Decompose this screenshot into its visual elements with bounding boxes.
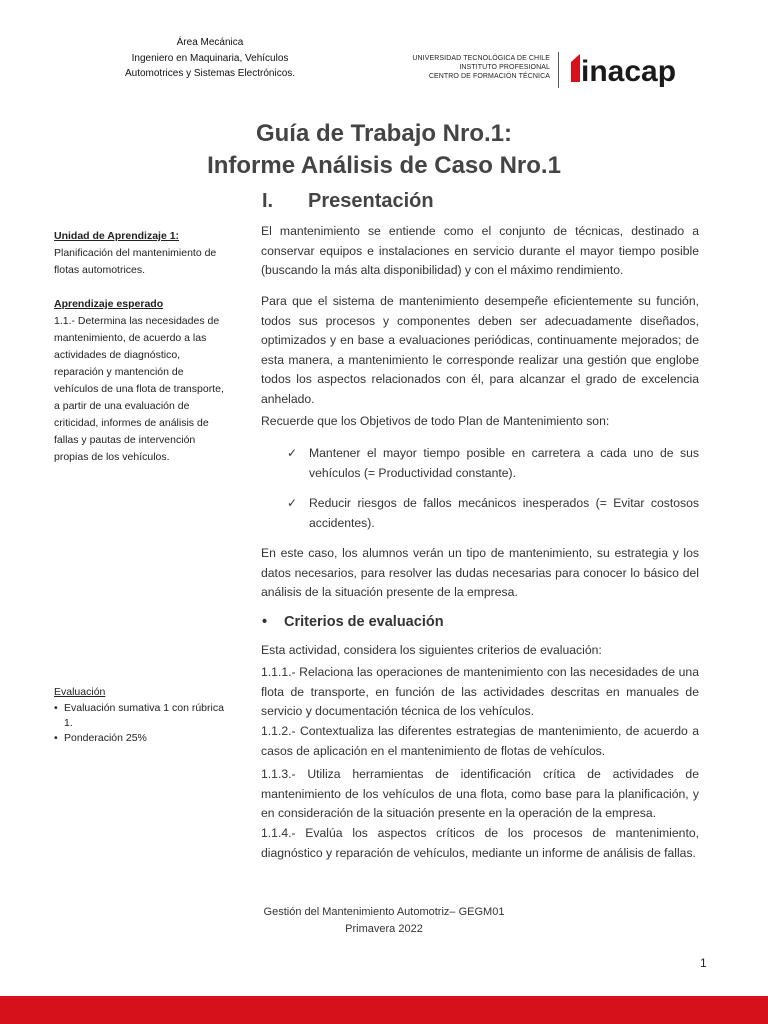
header-divider [558,52,559,88]
evaluation-item: • Ponderación 25% [54,731,229,746]
institution-line: INSTITUTO PROFESIONAL [459,64,550,71]
sidebar-evaluation [54,684,229,746]
paragraph-text: Recuerde que los Objetivos de todo Plan de Mantenimiento son: [261,414,610,428]
sidebar-learning [54,296,229,466]
evaluation-item: • Evaluación sumativa 1 con rúbrica 1. [54,701,229,731]
paragraph-text: Esta actividad, considera los siguientes criterios de evaluación: [261,643,602,657]
learning-text: 1.1.- Determina las necesidades de mantenimiento, de acuerdo a las actividades de diagnóstico, reparación y mantención de vehículos de una flota de transporte, a partir de una evaluación de criticidad, informes de análisis de fallas y pautas de intervención propias de los vehículos. [54,315,224,463]
objective-text: Mantener el mayor tiempo posible en carretera a cada uno de sus vehículos (= Productividad constante). [309,446,699,480]
criterion-item [261,765,699,824]
bullet-icon: • [262,614,268,630]
section-number: I. [262,190,274,212]
criterion-text: 1.1.3.- Utiliza herramientas de identificación crítica de actividades de mantenimiento de los vehículos de una flota, como base para la planificación, y en consideración de la situación presente en la operación de la empresa. [261,767,699,820]
area-header [60,35,360,82]
objective-text: Reducir riesgos de fallos mecánicos inesperados (= Evitar costosos accidentes). [309,496,699,530]
criterion-text: 1.1.2.- Contextualiza las diferentes estrategias de mantenimiento, de acuerdo a casos de aplicación en el mantenimiento de flotas de vehículos. [261,724,699,758]
criterion-item [261,663,699,722]
inacap-logo [568,48,713,92]
criterion-text: 1.1.1.- Relaciona las operaciones de mantenimiento con las necesidades de una flota de transporte, en función de las actividades descritas en manuales de servicio y documentación técnica de los vehículos. [261,665,699,718]
footer-course: Gestión del Mantenimiento Automotriz– GEGM01 [263,906,505,918]
institution-text [380,54,550,81]
criteria-heading [262,614,444,630]
section-title: Presentación [308,190,434,212]
footer-term: Primavera 2022 [345,923,423,935]
paragraph-text: Para que el sistema de mantenimiento desempeñe eficientemente su función, todos sus procesos y componentes deben ser adecuadamente diseñados, optimizados y en base a evaluaciones periódicas, continuamente mejorados; de esta manera, a mantenimiento le corresponde realizar una gestión que englobe todos los aspectos relacionados con él, para alcanzar el grado de excelencia anhelado. [261,294,699,406]
paragraph-intro [261,222,699,281]
paragraph-objectives-intro [261,412,699,432]
logo-text: inacap [581,55,677,88]
area-line: Área Mecánica [176,37,244,48]
paragraph-text: En este caso, los alumnos verán un tipo de mantenimiento, su estrategia y los datos necesarios, para resolver las dudas necesarias para conocer lo básico del análisis de la situación presente de la empresa. [261,546,699,599]
criterion-item [261,722,699,761]
sidebar-unit [54,228,229,279]
evaluation-list [54,701,229,746]
objective-item [287,494,699,533]
checkmark-icon: ✓ [287,446,298,460]
area-line: Automotrices y Sistemas Electrónicos. [124,68,296,79]
institution-line: CENTRO DE FORMACIÓN TÉCNICA [428,73,550,80]
criterion-item [261,824,699,863]
document-title-line2: Informe Análisis de Caso Nro.1 [207,152,561,179]
checkmark-icon: ✓ [287,496,298,510]
document-title-line1: Guía de Trabajo Nro.1: [255,120,513,147]
criterion-text: 1.1.4.- Evalúa los aspectos críticos de los procesos de mantenimiento, diagnóstico y reparación de vehículos, mediante un informe de análisis de fallas. [261,826,699,860]
footer-brand-bar [0,996,768,1024]
unit-heading: Unidad de Aprendizaje 1: [54,230,180,242]
objective-item [287,444,699,483]
paragraph-system [261,292,699,409]
evaluation-heading: Evaluación [54,686,106,698]
paragraph-text: El mantenimiento se entiende como el conjunto de técnicas, destinado a conservar equipos e instalaciones en servicio durante el mayor tiempo posible (buscando la más alta disponibilidad) y con el máximo rendimiento. [261,224,699,277]
learning-heading: Aprendizaje esperado [54,298,164,310]
criteria-intro [261,641,699,661]
paragraph-case [261,544,699,603]
area-line: Ingeniero en Maquinaria, Vehículos [131,52,289,64]
unit-text: Planificación del mantenimiento de flotas automotrices. [54,247,217,276]
section-heading [262,190,434,213]
page-number: 1 [700,956,707,970]
criteria-heading-text: Criterios de evaluación [284,614,444,630]
institution-line: UNIVERSIDAD TECNOLÓGICA DE CHILE [412,55,550,62]
